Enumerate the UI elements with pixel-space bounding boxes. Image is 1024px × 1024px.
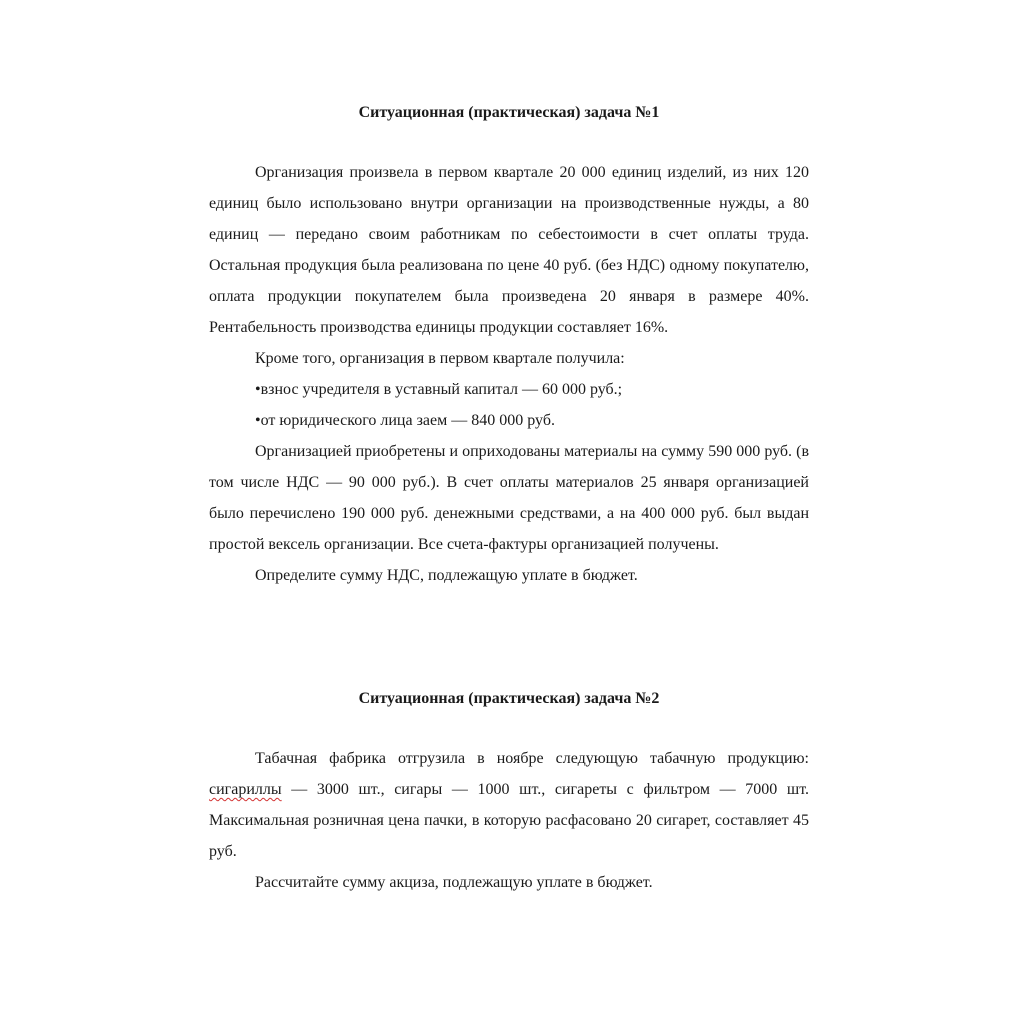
task1-paragraph-2: Кроме того, организация в первом квартале получила: <box>255 350 625 367</box>
task1-bullet-2: •от юридического лица заем — 840 000 руб. <box>255 412 555 429</box>
task1-paragraph-3: Организацией приобретены и оприходованы материалы на сумму 590 000 руб. (в том числе НДС — 90 000 руб.). В счет оплаты материалов 25 января организацией было перечислено 190 000 руб. денежными средствами, а на 400 000 руб. был выдан простой вексель организации. Все счета-фактуры организацией получены. <box>209 443 809 553</box>
task1-body <box>209 157 809 591</box>
task2-paragraph-1-start: Табачная фабрика отгрузила в ноябре следующую табачную продукцию: <box>255 750 809 767</box>
task1-bullet-1: •взнос учредителя в уставный капитал — 60 000 руб.; <box>255 381 623 398</box>
task2-title: Ситуационная (практическая) задача №2 <box>358 690 660 707</box>
spelling-error-word[interactable]: сигариллы <box>209 781 282 798</box>
task1-paragraph-4: Определите сумму НДС, подлежащую уплате в бюджет. <box>255 567 638 584</box>
task1-paragraph-1: Организация произвела в первом квартале 20 000 единиц изделий, из них 120 единиц было использовано внутри организации на производственные нужды, а 80 единиц — передано своим работникам по себестоимости в счет оплаты труда. Остальная продукция была реализована по цене 40 руб. (без НДС) одному покупателю, оплата продукции покупателем была произведена 20 января в размере 40%. Рентабельность производства единицы продукции составляет 16%. <box>209 164 809 336</box>
task2-paragraph-1-end: — 3000 шт., сигары — 1000 шт., сигареты с фильтром — 7000 шт. Максимальная розничная цена пачки, в которую расфасовано 20 сигарет, составляет 45 руб. <box>209 781 809 860</box>
task2-paragraph-1 <box>209 743 809 867</box>
task2-paragraph-2: Рассчитайте сумму акциза, подлежащую уплате в бюджет. <box>255 874 653 891</box>
task1-title: Ситуационная (практическая) задача №1 <box>358 104 660 121</box>
task2-body <box>209 743 809 898</box>
